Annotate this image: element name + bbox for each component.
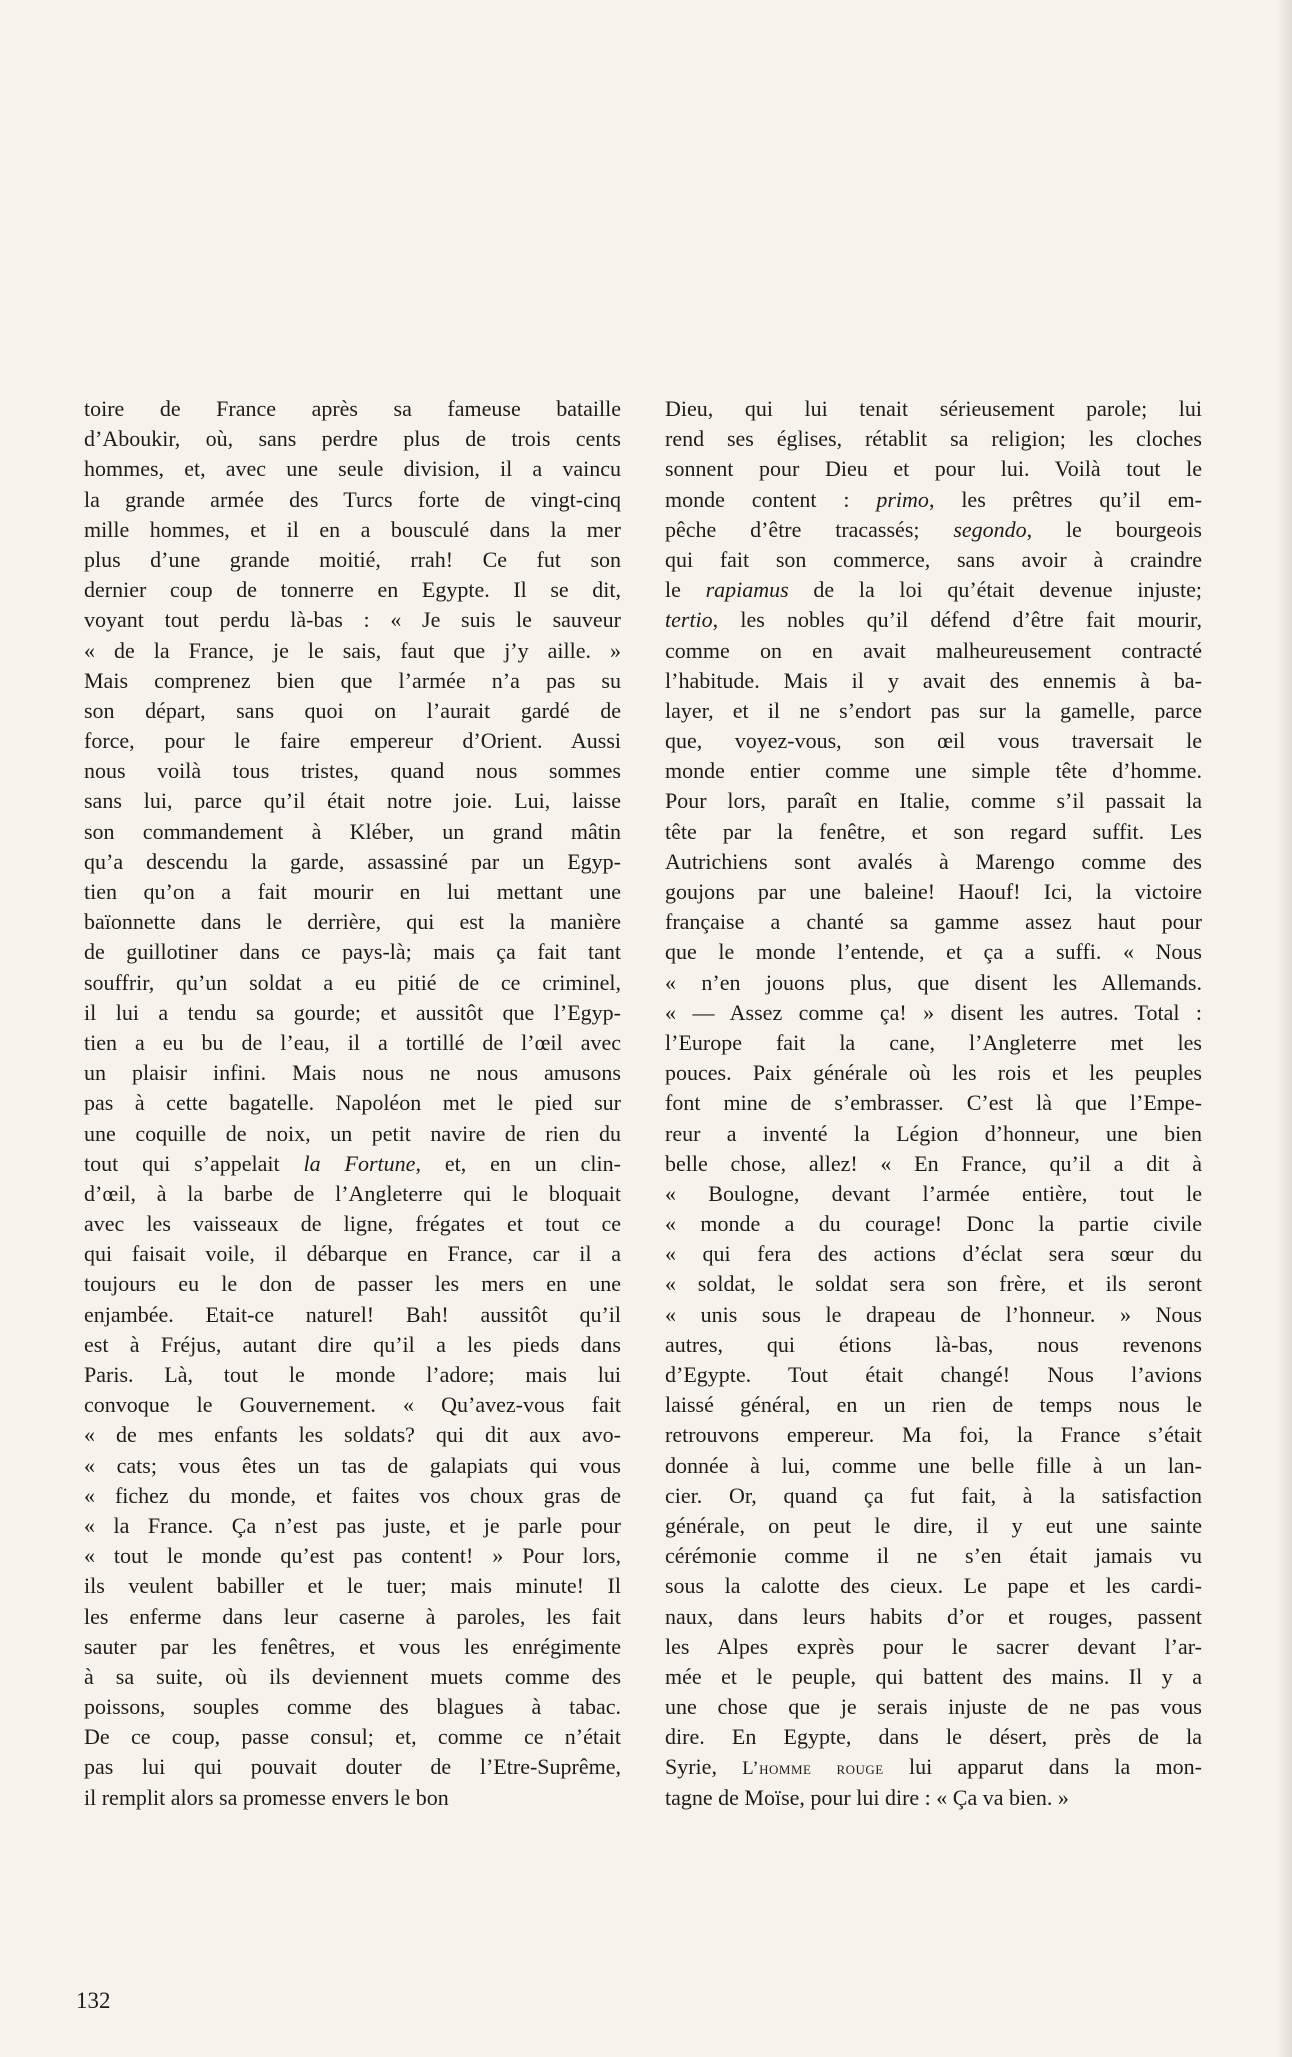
left-column-line: d’Aboukir, où, sans perdre plus de trois cents (84, 426, 621, 452)
left-column-line: pas à cette bagatelle. Napoléon met le pied sur (84, 1090, 621, 1116)
right-column-line: tertio, les nobles qu’il défend d’être fait mourir, (665, 607, 1202, 633)
left-column-line: une coquille de noix, un petit navire de rien du (84, 1120, 621, 1146)
left-column-line: plus d’une grande moitié, rrah! Ce fut son (84, 546, 621, 572)
right-column-line: que le monde l’entende, et ça a suffi. « Nous (665, 939, 1202, 965)
left-column-line: ils veulent babiller et le tuer; mais minute! Il (84, 1573, 621, 1599)
right-column-line: française a chanté sa gamme assez haut pour (665, 909, 1202, 935)
left-column-line: avec les vaisseaux de ligne, frégates et tout ce (84, 1211, 621, 1237)
left-column-line: force, pour le faire empereur d’Orient. Aussi (84, 728, 621, 754)
right-column-line: monde content : primo, les prêtres qu’il em- (665, 486, 1202, 512)
right-column-line: « n’en jouons plus, que disent les Allemands. (665, 969, 1202, 995)
right-column-line: Dieu, qui lui tenait sérieusement parole; lui (665, 396, 1202, 421)
left-column-line: convoque le Gouvernement. « Qu’avez-vous fait (84, 1392, 621, 1418)
right-column-line: belle chose, allez! « En France, qu’il a dit à (665, 1150, 1202, 1176)
right-column-line: « unis sous le drapeau de l’honneur. » Nous (665, 1301, 1202, 1327)
right-column-line: cier. Or, quand ça fut fait, à la satisfaction (665, 1482, 1202, 1508)
right-column-line: une chose que je serais injuste de ne pas vous (665, 1694, 1202, 1720)
right-column-line: rend ses églises, rétablit sa religion; les cloches (665, 426, 1202, 452)
right-column-line: sous la calotte des cieux. Le pape et les cardi- (665, 1573, 1202, 1599)
page-edge-shadow (1276, 0, 1292, 2057)
left-column-line: d’œil, à la barbe de l’Angleterre qui le bloquait (84, 1180, 621, 1206)
left-column-line: nous voilà tous tristes, quand nous sommes (84, 758, 621, 784)
left-column-line: « de la France, je le sais, faut que j’y aille. » (84, 637, 621, 663)
right-column-line: « monde a du courage! Donc la partie civile (665, 1211, 1202, 1237)
left-column-line: il remplit alors sa promesse envers le bon (84, 1784, 449, 1810)
right-column-line: que, voyez-vous, son œil vous traversait le (665, 728, 1202, 754)
right-column-line: l’habitude. Mais il y avait des ennemis à ba- (665, 667, 1202, 693)
left-column-line: à sa suite, où ils deviennent muets comme des (84, 1663, 621, 1689)
left-column-line: toire de France après sa fameuse bataille (84, 396, 621, 421)
right-column-line: monde entier comme une simple tête d’homme. (665, 758, 1202, 784)
left-column-line: dernier coup de tonnerre en Egypte. Il se dit, (84, 577, 621, 603)
right-column-line: reur a inventé la Légion d’honneur, une bien (665, 1120, 1202, 1146)
left-column-line: tout qui s’appelait la Fortune, et, en un clin- (84, 1150, 621, 1176)
right-column-line: goujons par une baleine! Haouf! Ici, la victoire (665, 879, 1202, 904)
left-column-line: baïonnette dans le derrière, qui est la manière (84, 909, 621, 935)
right-column-line: pouces. Paix générale où les rois et les peuples (665, 1060, 1202, 1086)
left-column-line: Paris. Là, tout le monde l’adore; mais lui (84, 1362, 621, 1387)
left-column-line: mille hommes, et il en a bousculé dans la mer (84, 516, 621, 542)
right-column-line: comme on en avait malheureusement contracté (665, 637, 1202, 663)
left-column-line: « de mes enfants les soldats? qui dit aux avo- (84, 1422, 621, 1448)
right-column-line: mée et le peuple, qui battent des mains. Il y a (665, 1663, 1202, 1689)
left-column-line: de guillotiner dans ce pays-là; mais ça fait tant (84, 939, 621, 965)
left-column-line: sauter par les fenêtres, et vous les enrégimente (84, 1633, 621, 1659)
left-column-line: qu’a descendu la garde, assassiné par un Egyp- (84, 848, 621, 874)
left-column-line: De ce coup, passe consul; et, comme ce n’était (84, 1724, 621, 1750)
left-column-line: qui faisait voile, il débarque en France, car il a (84, 1241, 621, 1267)
left-column-line: « cats; vous êtes un tas de galapiats qui vous (84, 1452, 621, 1478)
left-column-line: les enferme dans leur caserne à paroles, les fait (84, 1603, 621, 1629)
left-column-line: pas lui qui pouvait douter de l’Etre-Suprême, (84, 1754, 621, 1780)
left-column-line: tien qu’on a fait mourir en lui mettant une (84, 879, 621, 904)
right-column-line: dire. En Egypte, dans le désert, près de la (665, 1724, 1202, 1750)
right-column-line: cérémonie comme il ne s’en était jamais vu (665, 1543, 1202, 1569)
left-text-column (84, 394, 621, 1813)
right-column-line: générale, on peut le dire, il y eut une sainte (665, 1512, 1202, 1538)
right-column-line: Pour lors, paraît en Italie, comme s’il passait la (665, 788, 1202, 814)
right-column-line: pêche d’être tracassés; segondo, le bourgeois (665, 516, 1202, 542)
right-column-line: « qui fera des actions d’éclat sera sœur du (665, 1241, 1202, 1267)
right-column-line: d’Egypte. Tout était changé! Nous l’avions (665, 1362, 1202, 1387)
right-column-line: « Boulogne, devant l’armée entière, tout le (665, 1180, 1202, 1206)
right-column-line: Syrie, L’homme rouge lui apparut dans la mon- (665, 1754, 1202, 1780)
left-column-line: est à Fréjus, autant dire qu’il a les pieds dans (84, 1331, 621, 1357)
right-column-line: le rapiamus de la loi qu’était devenue injuste; (665, 577, 1202, 603)
left-column-line: un plaisir infini. Mais nous ne nous amusons (84, 1060, 621, 1086)
left-column-line: il lui a tendu sa gourde; et aussitôt que l’Egyp- (84, 999, 621, 1025)
left-column-line: poissons, souples comme des blagues à tabac. (84, 1694, 621, 1720)
right-column-line: donnée à lui, comme une belle fille à un lan- (665, 1452, 1202, 1478)
left-column-line: souffrir, qu’un soldat a eu pitié de ce criminel, (84, 969, 621, 995)
right-column-line: Autrichiens sont avalés à Marengo comme des (665, 848, 1202, 874)
left-column-line: tien a eu bu de l’eau, il a tortillé de l’œil avec (84, 1029, 621, 1055)
left-column-line: Mais comprenez bien que l’armée n’a pas su (84, 667, 621, 693)
left-column-line: enjambée. Etait-ce naturel! Bah! aussitôt qu’il (84, 1301, 621, 1327)
left-column-line: « tout le monde qu’est pas content! » Pour lors, (84, 1543, 621, 1569)
right-column-line: tête par la fenêtre, et son regard suffit. Les (665, 818, 1202, 844)
left-column-line: son commandement à Kléber, un grand mâtin (84, 818, 621, 844)
left-column-line: hommes, et, avec une seule division, il a vaincu (84, 456, 621, 482)
right-column-line: « soldat, le soldat sera son frère, et ils seront (665, 1271, 1202, 1297)
right-column-line: qui fait son commerce, sans avoir à craindre (665, 546, 1202, 572)
right-column-line: font mine de s’embrasser. C’est là que l’Empe- (665, 1090, 1202, 1116)
right-text-column (665, 394, 1202, 1813)
right-column-line: tagne de Moïse, pour lui dire : « Ça va bien. » (665, 1784, 1069, 1810)
right-column-line: naux, dans leurs habits d’or et rouges, passent (665, 1603, 1202, 1629)
left-column-line: « la France. Ça n’est pas juste, et je parle pour (84, 1512, 621, 1538)
page-number: 132 (76, 1988, 111, 2013)
right-column-line: retrouvons empereur. Ma foi, la France s’était (665, 1422, 1202, 1448)
left-column-line: sans lui, parce qu’il était notre joie. Lui, laisse (84, 788, 621, 814)
left-column-line: son départ, sans quoi on l’aurait gardé de (84, 697, 621, 723)
left-column-line: « fichez du monde, et faites vos choux gras de (84, 1482, 621, 1508)
right-column-line: laissé général, en un rien de temps nous le (665, 1392, 1202, 1418)
right-column-line: l’Europe fait la cane, l’Angleterre met les (665, 1029, 1202, 1055)
right-column-line: les Alpes exprès pour le sacrer devant l’ar- (665, 1633, 1202, 1659)
left-column-line: la grande armée des Turcs forte de vingt-cinq (84, 486, 621, 512)
right-column-line: « — Assez comme ça! » disent les autres. Total : (665, 999, 1202, 1025)
right-column-line: autres, qui étions là-bas, nous revenons (665, 1331, 1202, 1357)
left-column-line: toujours eu le don de passer les mers en une (84, 1271, 621, 1297)
right-column-line: layer, et il ne s’endort pas sur la gamelle, parce (665, 697, 1202, 723)
right-column-line: sonnent pour Dieu et pour lui. Voilà tout le (665, 456, 1202, 482)
left-column-line: voyant tout perdu là-bas : « Je suis le sauveur (84, 607, 621, 633)
